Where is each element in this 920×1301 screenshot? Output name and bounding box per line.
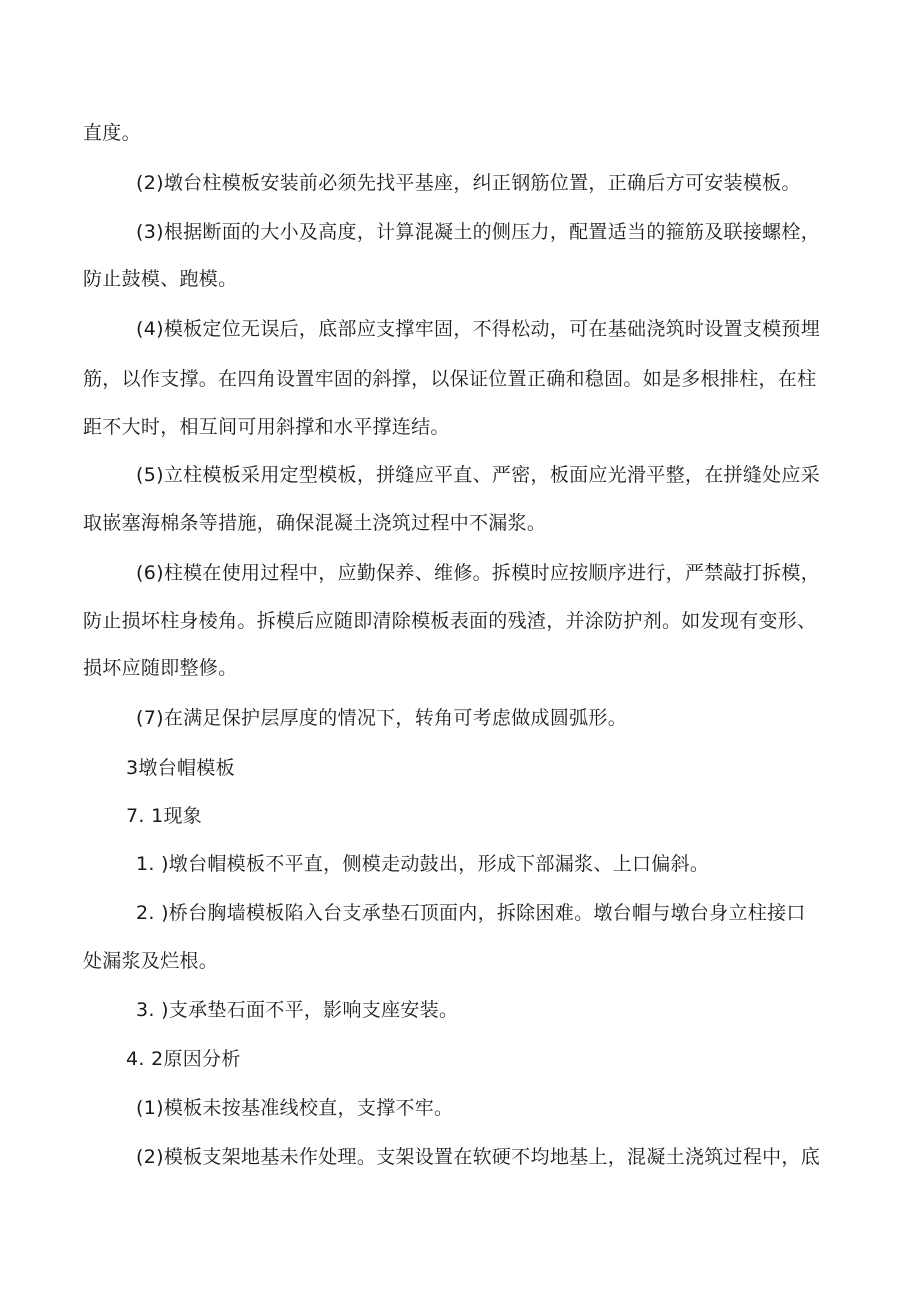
text-line: (2)模板支架地基未作处理。支架设置在软硬不均地基上，混凝土浇筑过程中，底	[136, 1146, 821, 1168]
text-line: (6)柱模在使用过程中，应勤保养、维修。拆模时应按顺序进行，严禁敲打拆模，	[136, 562, 821, 584]
text-line: 距不大时，相互间可用斜撑和水平撑连结。	[83, 416, 450, 438]
list-item: 1. )墩台帽模板不平直，侧模走动鼓出，形成下部漏浆、上口偏斜。	[136, 853, 710, 875]
text-line: 筋，以作支撑。在四角设置牢固的斜撑，以保证位置正确和稳固。如是多根排柱，在柱	[83, 368, 817, 390]
text-line: (3)根据断面的大小及高度，计算混凝土的侧压力，配置适当的箍筋及联接螺栓，	[136, 221, 821, 243]
subsection-heading: 4. 2原因分析	[126, 1048, 241, 1070]
text-line: (1)模板未按基准线校直，支撑不牢。	[136, 1097, 454, 1119]
text-line: 取嵌塞海棉条等措施，确保混凝土浇筑过程中不漏浆。	[83, 512, 547, 534]
text-line: (5)立柱模板采用定型模板，拼缝应平直、严密，板面应光滑平整，在拼缝处应采	[136, 464, 821, 486]
text-line: (2)墩台柱模板安装前必须先找平基座，纠正钢筋位置，正确后方可安装模板。	[136, 172, 801, 194]
text-line: 防止损坏柱身棱角。拆模后应随即清除模板表面的残渣，并涂防护剂。如发现有变形、	[83, 610, 817, 632]
list-item: 2. )桥台胸墙模板陷入台支承垫石顶面内，拆除困难。墩台帽与墩台身立柱接口	[136, 902, 806, 924]
section-heading: 3墩台帽模板	[126, 757, 235, 779]
list-item: 3. )支承垫石面不平，影响支座安装。	[136, 999, 459, 1021]
subsection-heading: 7. 1现象	[126, 805, 203, 827]
text-line: 处漏浆及烂根。	[83, 950, 219, 972]
text-line: (4)模板定位无误后，底部应支撑牢固，不得松动，可在基础浇筑时设置支模预埋	[136, 318, 821, 340]
text-line: 防止鼓模、跑模。	[83, 268, 238, 290]
text-line: 直度。	[83, 122, 141, 144]
text-line: 损坏应随即整修。	[83, 657, 238, 679]
text-line: (7)在满足保护层厚度的情况下，转角可考虑做成圆弧形。	[136, 707, 628, 729]
